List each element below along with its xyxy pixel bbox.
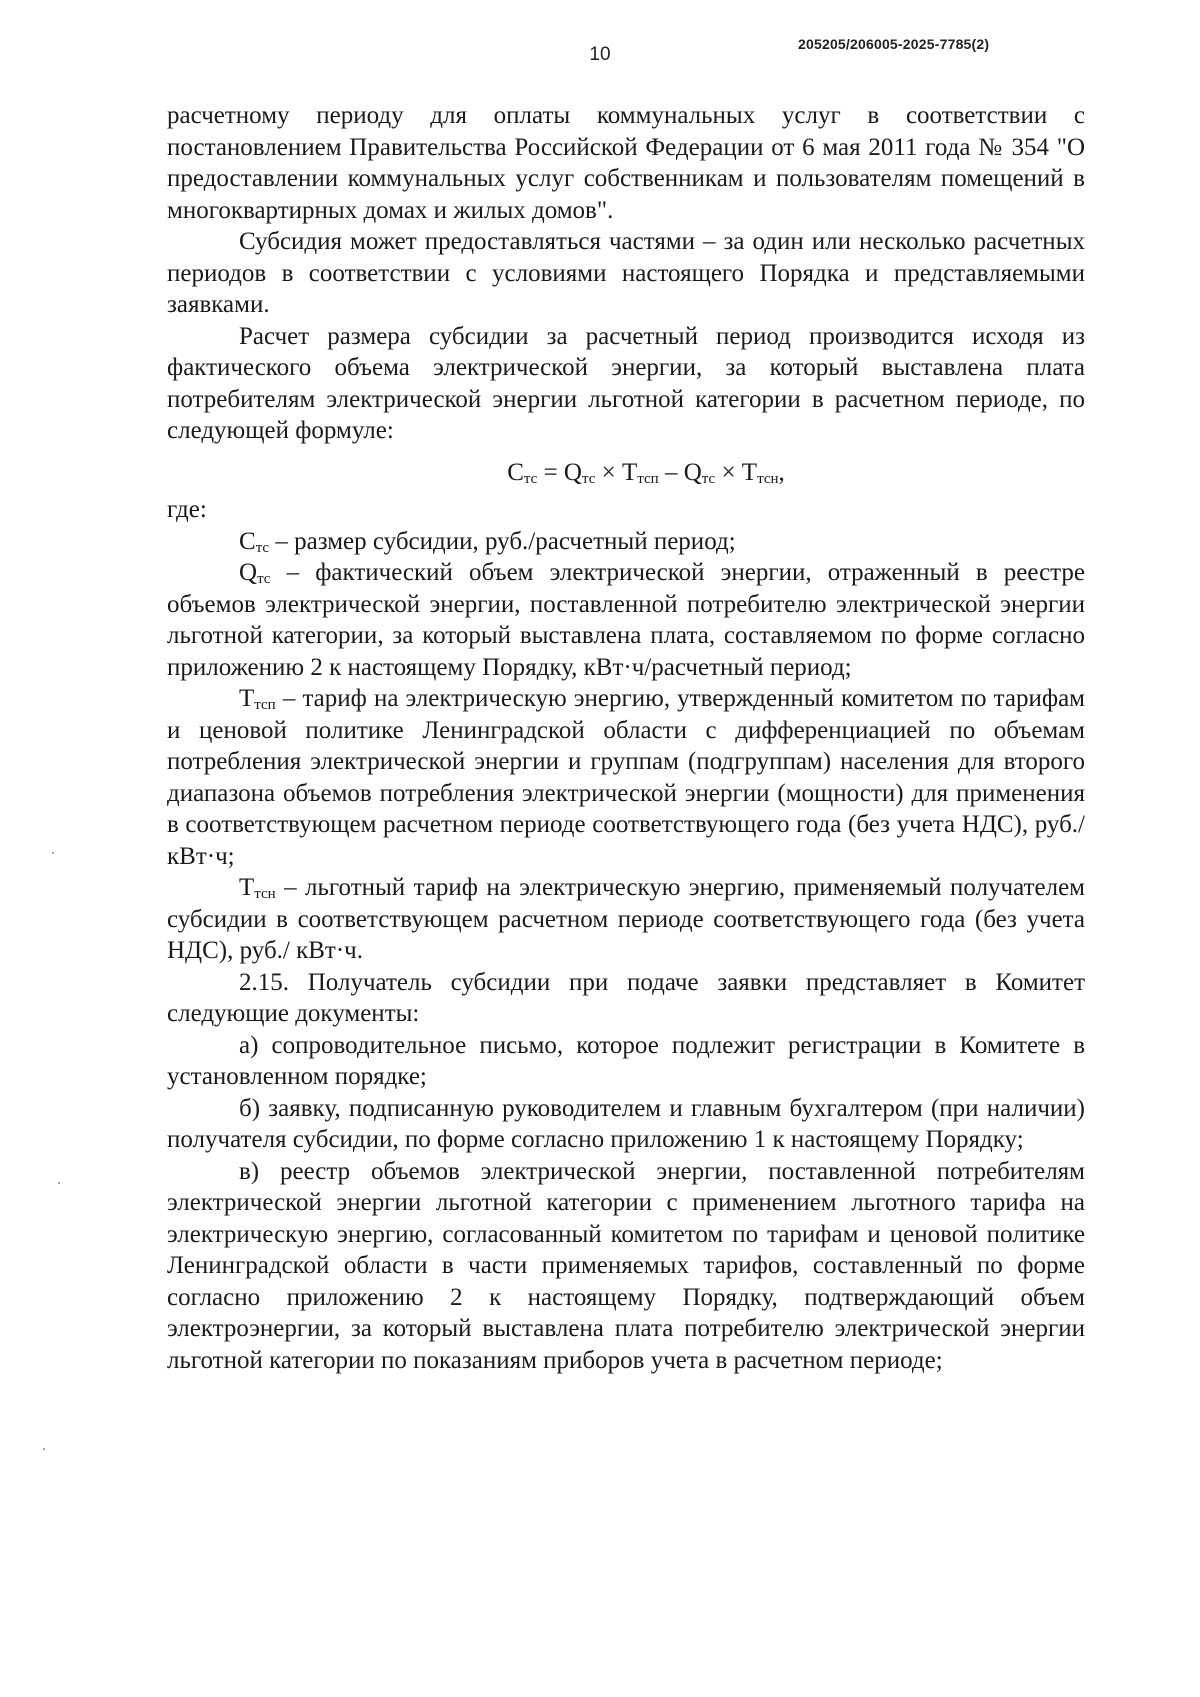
subsidy-formula: $С_{тс} = Q_{тс} \times Т_{тсп} - Q_{тс} \times Т_{тсн}$,	[507, 458, 785, 487]
scan-speck	[43, 1448, 45, 1450]
scan-speck	[52, 852, 54, 854]
definition-q: $Q_{тс}$ – фактический объем электрической энергии, отраженный в реестре объемов электрической энергии, поставленной потребителю электрической энергии льготной категории, за который выставлена плата, составляемом по форме согласно приложению 2 к настоящему Порядку, кВт·ч/расчетный период;	[167, 559, 1085, 681]
section-2-15: 2.15. Получатель субсидии при подаче заявки представляет в Комитет следующие документы:	[167, 968, 1085, 1027]
item-v: в) реестр объемов электрической энергии, поставленной потребителям электрической энергии льготной категории с применением льготного тарифа на электрическую энергию, согласованный комитетом по тарифам и ценовой политике Ленинградской области в части применяемых тарифов, составленный по форме согласно приложению 2 к настоящему Порядку, подтверждающий объем электроэнергии, за который выставлена плата потребителю электрической энергии льготной категории по показаниям приборов учета в расчетном периоде;	[167, 1157, 1085, 1374]
scan-speck	[58, 1182, 60, 1184]
definition-tsp: $Т_{тсп}$ – тариф на электрическую энергию, утвержденный комитетом по тарифам и ценовой политике Ленинградской области с дифференциацией по объемам потребления электрической энергии и группам (подгруппам) населения для второго диапазона объемов потребления электрической энергии (мощности) для применения в соответствующем расчетном периоде соответствующего года (без учета НДС), руб./кВт·ч;	[167, 685, 1085, 870]
paragraph-continuation: расчетному периоду для оплаты коммунальных услуг в соответствии с постановлением Правительства Российской Федерации от 6 мая 2011 года № 354 "О предоставлении коммунальных услуг собственникам и пользователям помещений в многоквартирных домах и жилых домов".	[167, 102, 1085, 224]
paragraph-calculation: Расчет размера субсидии за расчетный период производится исходя из фактического объема электрической энергии, за который выставлена плата потребителям электрической энергии льготной категории в расчетном периоде, по следующей формуле:	[167, 322, 1085, 444]
paragraph-subsidy-parts: Субсидия может предоставляться частями – за один или несколько расчетных периодов в соответствии с условиями настоящего Порядка и представляемыми заявками.	[167, 228, 1085, 318]
item-b: б) заявку, подписанную руководителем и главным бухгалтером (при наличии) получателя субсидии, по форме согласно приложению 1 к настоящему Порядку;	[167, 1094, 1085, 1153]
definition-c: $С_{тс}$ – размер субсидии, руб./расчетный период;	[239, 527, 736, 556]
document-id: 205205/206005-2025-7785(2)	[798, 36, 990, 52]
where-label: где:	[167, 496, 207, 523]
page-number: 10	[589, 44, 611, 65]
definition-tsn: $Т_{тсн}$ – льготный тариф на электрическую энергию, применяемый получателем субсидии в соответствующем расчетном периоде соответствующего года (без учета НДС), руб./ кВт·ч.	[167, 874, 1085, 964]
item-a: а) сопроводительное письмо, которое подлежит регистрации в Комитете в установленном порядке;	[167, 1031, 1085, 1090]
document-body	[167, 100, 1085, 1376]
